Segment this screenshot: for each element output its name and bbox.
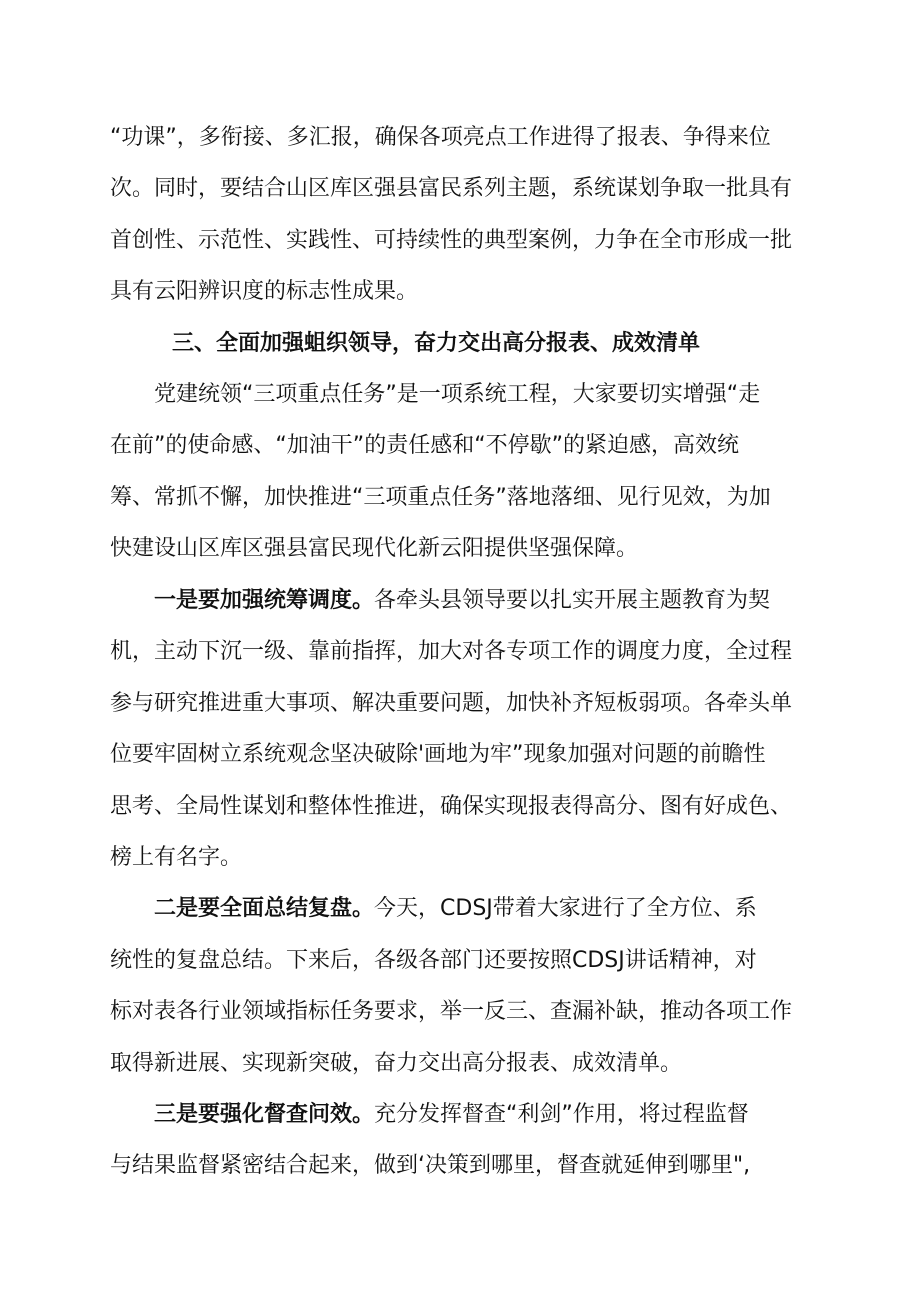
paragraph-line: 党建统领“三项重点任务”是一项系统工程，大家要切实增强“走 xyxy=(154,382,761,407)
paragraph-line: 筹、常抓不懈，加快推进“三项重点任务”落地落细、见行见效，为加 xyxy=(110,485,771,510)
paragraph-line: 标对表各行业领域指标任务要求，举一反三、查漏补缺，推动各项工作 xyxy=(110,999,793,1024)
paragraph-line: 具有云阳辨识度的标志性成果。 xyxy=(110,279,419,304)
point-1-text: 各牵头县领导要以扎实开展主题教育为契 xyxy=(374,588,771,613)
paragraph-line: 榜上有名字。 xyxy=(110,845,243,870)
point-3-lead: 三是要强化督查问效。 xyxy=(154,1102,375,1127)
paragraph-line: 思考、全局性谋划和整体性推进，确保实现报表得高分、图有好成色、 xyxy=(110,794,793,819)
paragraph-line: 在前”的使命感、“加油干”的责任感和“不停歇”的紧迫感，高效统 xyxy=(110,433,739,458)
paragraph-line: 快建设山区库区强县富民现代化新云阳提供坚强保障。 xyxy=(110,536,639,561)
paragraph-line: 统性的复盘总结。下来后，各级各部门还要按照CDSJ讲话精神，对 xyxy=(110,948,757,973)
point-2-first-line xyxy=(154,894,830,924)
paragraph-line: 参与研究推进重大事项、解决重要问题，加快补齐短板弱项。各牵头单 xyxy=(110,691,793,716)
point-3-first-line xyxy=(154,1100,830,1130)
paragraph-line: 位要牢固树立系统观念坚决破除'画地为牢”现象加强对问题的前瞻性 xyxy=(110,742,766,767)
paragraph-line: 首创性、示范性、实践性、可持续性的典型案例，力争在全市形成一批 xyxy=(110,228,793,253)
paragraph-line: “功课”，多衔接、多汇报，确保各项亮点工作进得了报表、争得来位 xyxy=(110,125,771,150)
paragraph-line: 取得新进展、实现新突破，奋力交出高分报表、成效清单。 xyxy=(110,1051,683,1076)
section-heading: 三、全面加强蛆织领导，奋力交出高分报表、成效清单 xyxy=(172,331,701,356)
point-2-text: 今天，CDSJ带着大家进行了全方位、系 xyxy=(374,896,757,921)
point-1-first-line xyxy=(154,586,830,616)
point-1-lead: 一是要加强统筹调度。 xyxy=(154,588,375,613)
paragraph-line: 机，主动下沉一级、靠前指挥，加大对各专项工作的调度力度，全过程 xyxy=(110,639,793,664)
point-3-text: 充分发挥督查“利剑”作用，将过程监督 xyxy=(374,1102,749,1127)
paragraph-line: 次。同时，要结合山区库区强县富民系列主题，系统谋划争取一批具有 xyxy=(110,176,793,201)
paragraph-line: 与结果监督紧密结合起来，做到‘决策到哪里，督查就延伸到哪里", xyxy=(110,1153,751,1178)
point-2-lead: 二是要全面总结复盘。 xyxy=(154,896,375,921)
